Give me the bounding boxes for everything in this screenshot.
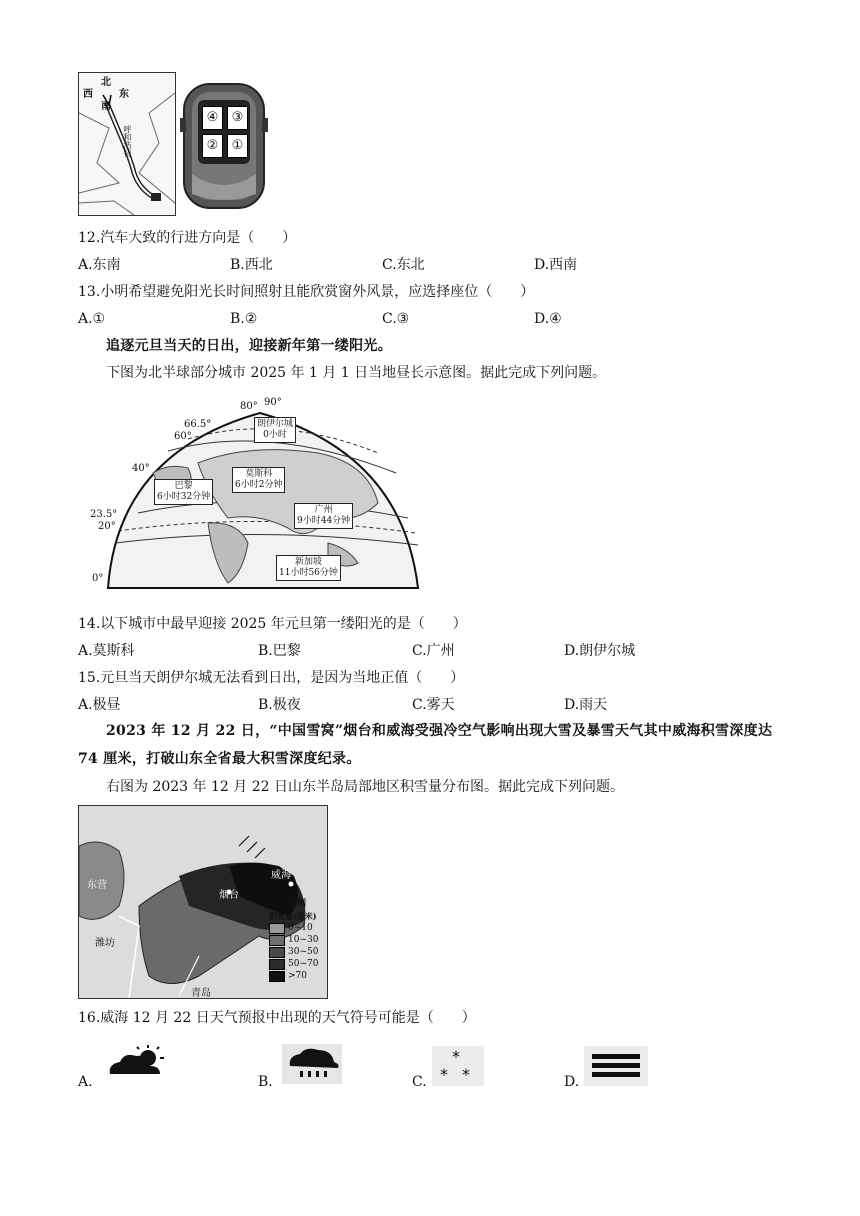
legend-item (269, 934, 325, 946)
legend-swatch (269, 923, 285, 934)
q16-stem: 16.威海 12 月 22 日天气预报中出现的天气符号可能是（ ） (78, 1010, 476, 1026)
city-name: 新加坡 (294, 557, 322, 567)
q16-option-c[interactable]: C. (412, 1074, 427, 1090)
legend-label: 50~70 (288, 959, 319, 969)
seat-2: ② (202, 134, 223, 158)
q14-option-d[interactable]: D.朗伊尔城 (564, 643, 636, 659)
lat-0: 0° (92, 573, 104, 584)
city-value: 0小时 (263, 430, 287, 440)
daylength-map-figure (78, 393, 442, 593)
q15-option-d[interactable]: D.雨天 (564, 697, 608, 713)
q14-option-b[interactable]: B.巴黎 (258, 643, 301, 659)
road-map-figure (78, 72, 176, 216)
q13-option-a[interactable]: A.① (78, 311, 106, 327)
lat-90: 90° (264, 397, 282, 408)
q16-option-b[interactable]: B. (258, 1074, 273, 1090)
city-value: 6小时32分钟 (157, 492, 211, 502)
svg-text:*: * (462, 1065, 470, 1084)
q15-stem: 15.元旦当天朗伊尔城无法看到日出，是因为当地正值（ ） (78, 670, 465, 686)
lat-60: 60° (174, 431, 192, 442)
lat-80: 80° (240, 401, 258, 412)
compass-east: 东 (119, 89, 129, 100)
compass-north: 北 (101, 77, 111, 88)
q14-option-c[interactable]: C.广州 (412, 643, 455, 659)
q12-option-a[interactable]: A.东南 (78, 257, 121, 273)
city-box-guangzhou (294, 503, 353, 529)
legend-item (269, 946, 325, 958)
lat-23-5: 23.5° (90, 509, 118, 520)
place-weihai: 威海 (271, 870, 291, 881)
legend-swatch (269, 935, 285, 946)
intro1-line1: 追逐元旦当天的日出，迎接新年第一缕阳光。 (106, 338, 392, 354)
intro1-line2: 下图为北半球部分城市 2025 年 1 月 1 日当地昼长示意图。据此完成下列问题。 (106, 365, 607, 381)
q12-option-c[interactable]: C.东北 (382, 257, 425, 273)
city-name: 莫斯科 (245, 469, 273, 479)
q13-option-c[interactable]: C.③ (382, 311, 410, 327)
q12-option-b[interactable]: B.西北 (230, 257, 273, 273)
q15-option-a[interactable]: A.极昼 (78, 697, 121, 713)
city-box-singapore (276, 555, 341, 581)
q16-option-a[interactable]: A. (78, 1074, 93, 1090)
q12-stem: 12.汽车大致的行进方向是（ ） (78, 230, 297, 246)
q16-option-d[interactable]: D. (564, 1074, 580, 1090)
q14-stem: 14.以下城市中最早迎接 2025 年元旦第一缕阳光的是（ ） (78, 616, 467, 632)
q15-option-c[interactable]: C.雾天 (412, 697, 455, 713)
car-figure (178, 78, 270, 214)
q13-option-b[interactable]: B.② (230, 311, 258, 327)
city-value: 6小时2分钟 (235, 480, 283, 490)
intro2-paragraph1: 2023 年 12 月 22 日，“中国雪窝”烟台和威海受强冷空气影响出现大雪及暴雪天气其中威海积雪深度达 74 厘米，打破山东全省最大积雪深度纪录。 (78, 723, 773, 767)
city-name: 朗伊尔城 (257, 419, 294, 429)
place-weifang: 潍坊 (95, 938, 115, 949)
snowflakes-icon[interactable] (432, 1046, 484, 1086)
road-label: 呼和浩特 (123, 125, 132, 157)
svg-text:*: * (440, 1065, 448, 1084)
legend-box (269, 898, 325, 982)
seat-4: ④ (202, 106, 223, 130)
partly-cloudy-icon[interactable] (104, 1044, 168, 1080)
lat-40: 40° (132, 463, 150, 474)
seat-3: ③ (227, 106, 248, 130)
fog-icon[interactable] (584, 1046, 648, 1086)
legend-swatch (269, 947, 285, 958)
compass-south: 南 (101, 101, 111, 112)
legend-label: 30~50 (288, 947, 319, 957)
legend-label: >70 (288, 971, 307, 981)
svg-text:*: * (452, 1047, 460, 1066)
seat-1: ① (227, 134, 248, 158)
q15-option-b[interactable]: B.极夜 (258, 697, 301, 713)
city-box-paris (154, 479, 213, 505)
q14-option-a[interactable]: A.莫斯科 (78, 643, 135, 659)
city-name: 广州 (314, 505, 333, 515)
place-yantai: 烟台 (219, 890, 239, 901)
lat-66-5: 66.5° (184, 419, 212, 430)
city-value: 11小时56分钟 (279, 568, 338, 578)
lat-20: 20° (98, 521, 116, 532)
snow-depth-map-figure (78, 805, 328, 999)
legend-label: 10~30 (288, 935, 319, 945)
legend-rows (269, 922, 325, 982)
snow-cloud-icon[interactable] (282, 1044, 342, 1084)
city-box-longyearbyen (254, 417, 296, 443)
city-value: 9小时44分钟 (297, 516, 351, 526)
legend-item (269, 970, 325, 982)
legend-subtitle: 积雪量(厘米) (269, 911, 317, 921)
place-dongying: 东营 (87, 880, 107, 891)
legend-label: 0~10 (288, 923, 313, 933)
q13-option-d[interactable]: D.④ (534, 311, 562, 327)
intro2-paragraph2: 右图为 2023 年 12 月 22 日山东半岛局部地区积雪量分布图。据此完成下列问题。 (106, 779, 624, 795)
legend-swatch (269, 971, 285, 982)
legend-swatch (269, 959, 285, 970)
city-name: 巴黎 (174, 481, 193, 491)
q12-option-d[interactable]: D.西南 (534, 257, 578, 273)
legend-title: 图例 (287, 899, 306, 909)
q13-stem: 13.小明希望避免阳光长时间照射且能欣赏窗外风景，应选择座位（ ） (78, 284, 535, 300)
seat-grid (202, 106, 248, 158)
compass-west: 西 (83, 89, 93, 100)
place-qingdao: 青岛 (191, 988, 211, 999)
legend-item (269, 958, 325, 970)
city-box-moscow (232, 467, 285, 493)
legend-item (269, 922, 325, 934)
